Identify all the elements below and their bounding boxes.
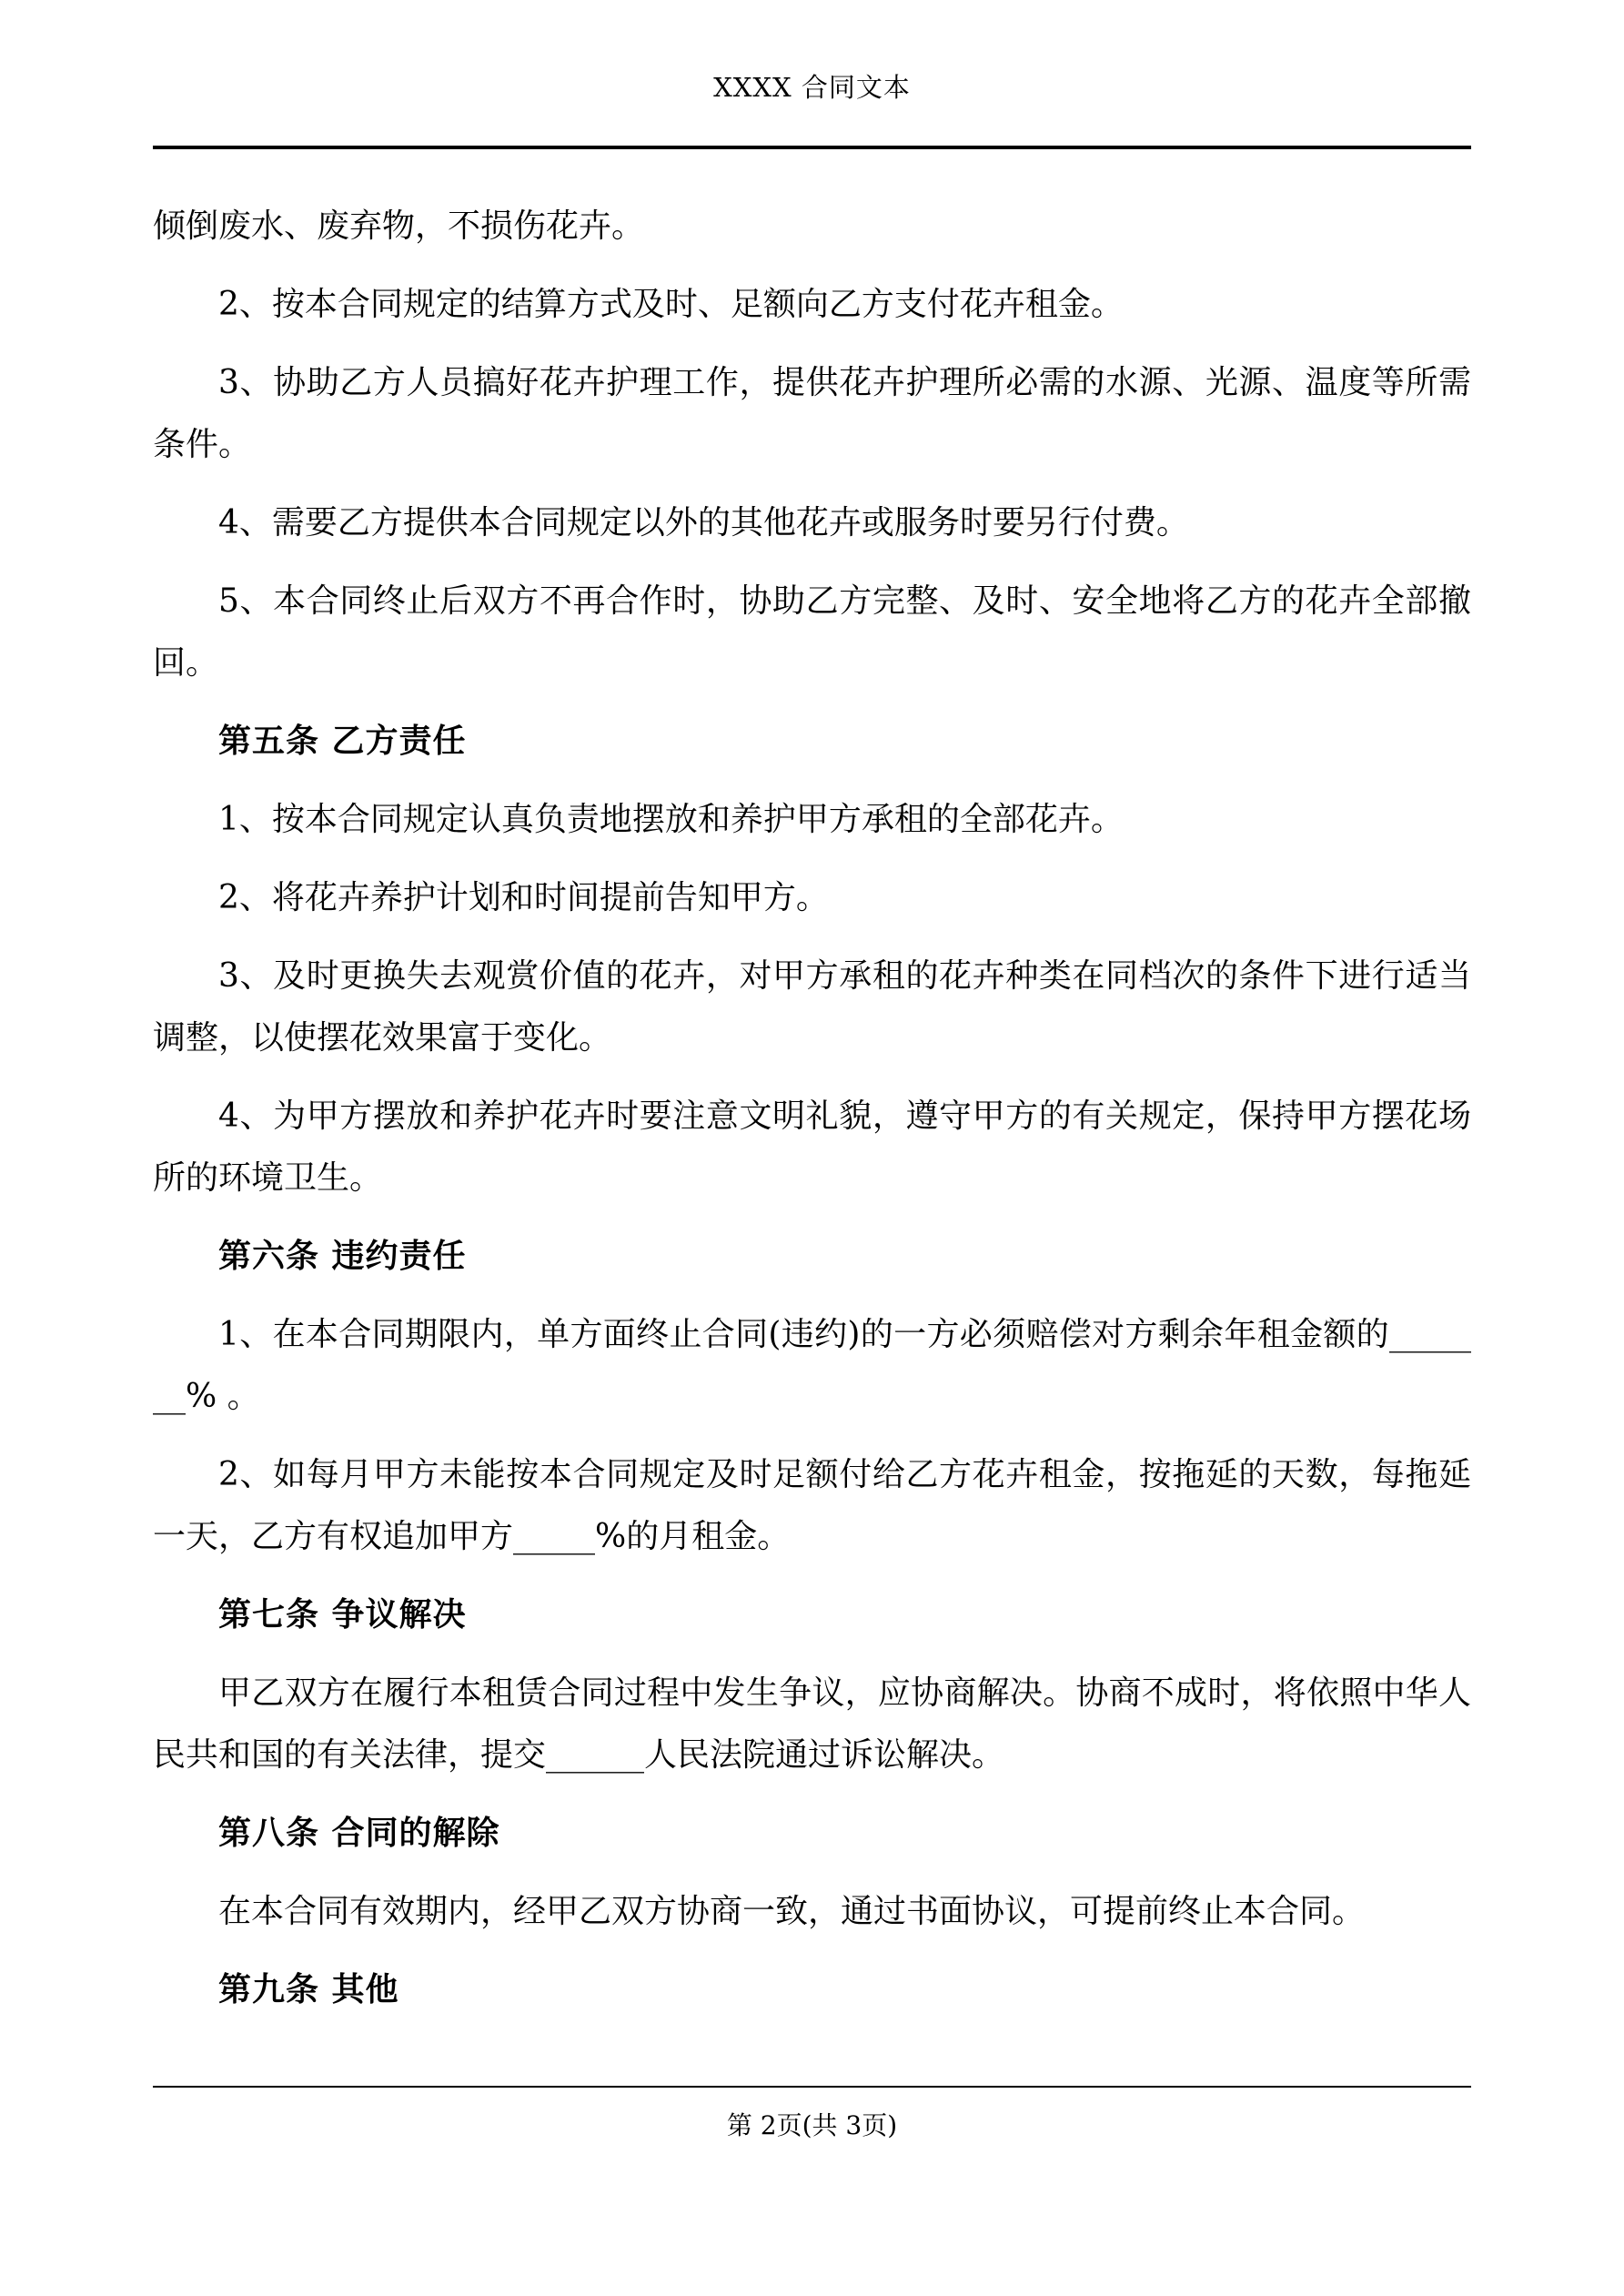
clause-text: 1、在本合同期限内，单方面终止合同(违约)的一方必须赔偿对方剩余年租金额的_______% 。	[153, 1316, 1471, 1415]
document-header-title: XXXX 合同文本	[713, 72, 911, 103]
clause-text: 3、协助乙方人员搞好花卉护理工作，提供花卉护理所必需的水源、光源、温度等所需条件。	[153, 364, 1471, 463]
page-number: 第 2页(共 3页)	[726, 2110, 898, 2140]
header-divider-line	[153, 146, 1471, 149]
clause-heading: 第五条 乙方责任	[218, 723, 467, 760]
clause-text: 倾倒废水、废弃物，不损伤花卉。	[153, 207, 645, 245]
clause-text: 在本合同有效期内，经甲乙双方协商一致，通过书面协议，可提前终止本合同。	[218, 1893, 1366, 1930]
clause-text: 4、需要乙方提供本合同规定以外的其他花卉或服务时要另行付费。	[218, 504, 1189, 541]
clause-text: 2、按本合同规定的结算方式及时、足额向乙方支付花卉租金。	[218, 286, 1124, 323]
clause-text: 甲乙双方在履行本租赁合同过程中发生争议，应协商解决。协商不成时，将依照中华人民共和国的有关法律，提交______人民法院通过诉讼解决。	[153, 1674, 1471, 1774]
clause-heading: 第七条 争议解决	[218, 1596, 467, 1633]
clause-text: 3、及时更换失去观赏价值的花卉，对甲方承租的花卉种类在同档次的条件下进行适当调整，以使摆花效果富于变化。	[153, 957, 1471, 1057]
clause-text: 2、如每月甲方未能按本合同规定及时足额付给乙方花卉租金，按拖延的天数，每拖延一天，乙方有权追加甲方_____%的月租金。	[153, 1456, 1471, 1555]
clause-text: 1、按本合同规定认真负责地摆放和养护甲方承租的全部花卉。	[218, 801, 1124, 838]
clause-heading: 第六条 违约责任	[218, 1238, 467, 1275]
clause-text: 5、本合同终止后双方不再合作时，协助乙方完整、及时、安全地将乙方的花卉全部撤回。	[153, 582, 1471, 682]
clause-text: 2、将花卉养护计划和时间提前告知甲方。	[218, 879, 829, 916]
clause-text: 4、为甲方摆放和养护花卉时要注意文明礼貌，遵守甲方的有关规定，保持甲方摆花场所的环境卫生。	[153, 1097, 1471, 1197]
clause-heading: 第九条 其他	[218, 1971, 399, 2008]
footer-divider-line	[153, 2086, 1471, 2088]
document-body	[153, 196, 1471, 2038]
clause-heading: 第八条 合同的解除	[218, 1815, 500, 1852]
